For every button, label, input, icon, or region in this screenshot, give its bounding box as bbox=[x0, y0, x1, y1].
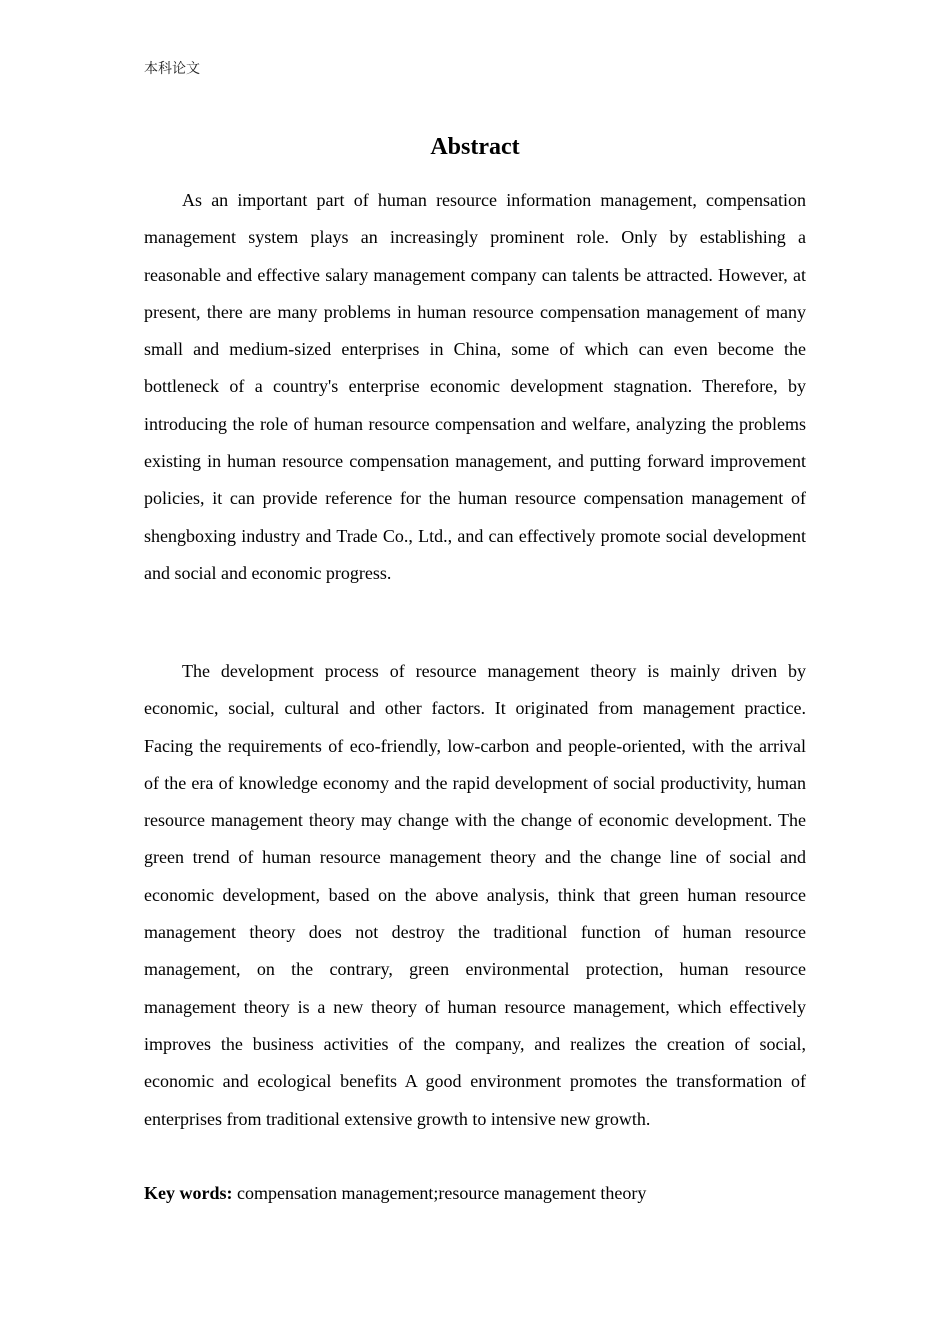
abstract-title: Abstract bbox=[430, 134, 520, 160]
keywords-value: compensation management;resource management theory bbox=[232, 1183, 647, 1203]
abstract-paragraph-1: As an important part of human resource information management, compensation management system plays an increasingly prominent role. Only by establishing a reasonable and effective salary management company can talents be attracted. However, at present, there are many problems in human resource compensation management of many small and medium-sized enterprises in China, some of which can even become the bottleneck of a country's enterprise economic development stagnation. Therefore, by introducing the role of human resource compensation and welfare, analyzing the problems existing in human resource compensation management, and putting forward improvement policies, it can provide reference for the human resource compensation management of shengboxing industry and Trade Co., Ltd., and can effectively promote social development and social and economic progress. bbox=[144, 190, 806, 583]
keywords-label: Key words: bbox=[144, 1183, 233, 1203]
abstract-paragraph-2: The development process of resource management theory is mainly driven by economic, social, cultural and other factors. It originated from management practice. Facing the requirements of eco-friendly, low-carbon and people-oriented, with the arrival of the era of knowledge economy and the rapid development of social productivity, human resource management theory may change with the change of economic development. The green trend of human resource management theory and the change line of social and economic development, based on the above analysis, think that green human resource management theory does not destroy the traditional function of human resource management, on the contrary, green environmental protection, human resource management theory is a new theory of human resource management, which effectively improves the business activities of the company, and realizes the creation of social, economic and ecological benefits A good environment promotes the transformation of enterprises from traditional extensive growth to intensive new growth. bbox=[144, 661, 806, 1129]
page-header: 本科论文 bbox=[144, 61, 200, 77]
keywords-line bbox=[144, 1180, 806, 1206]
